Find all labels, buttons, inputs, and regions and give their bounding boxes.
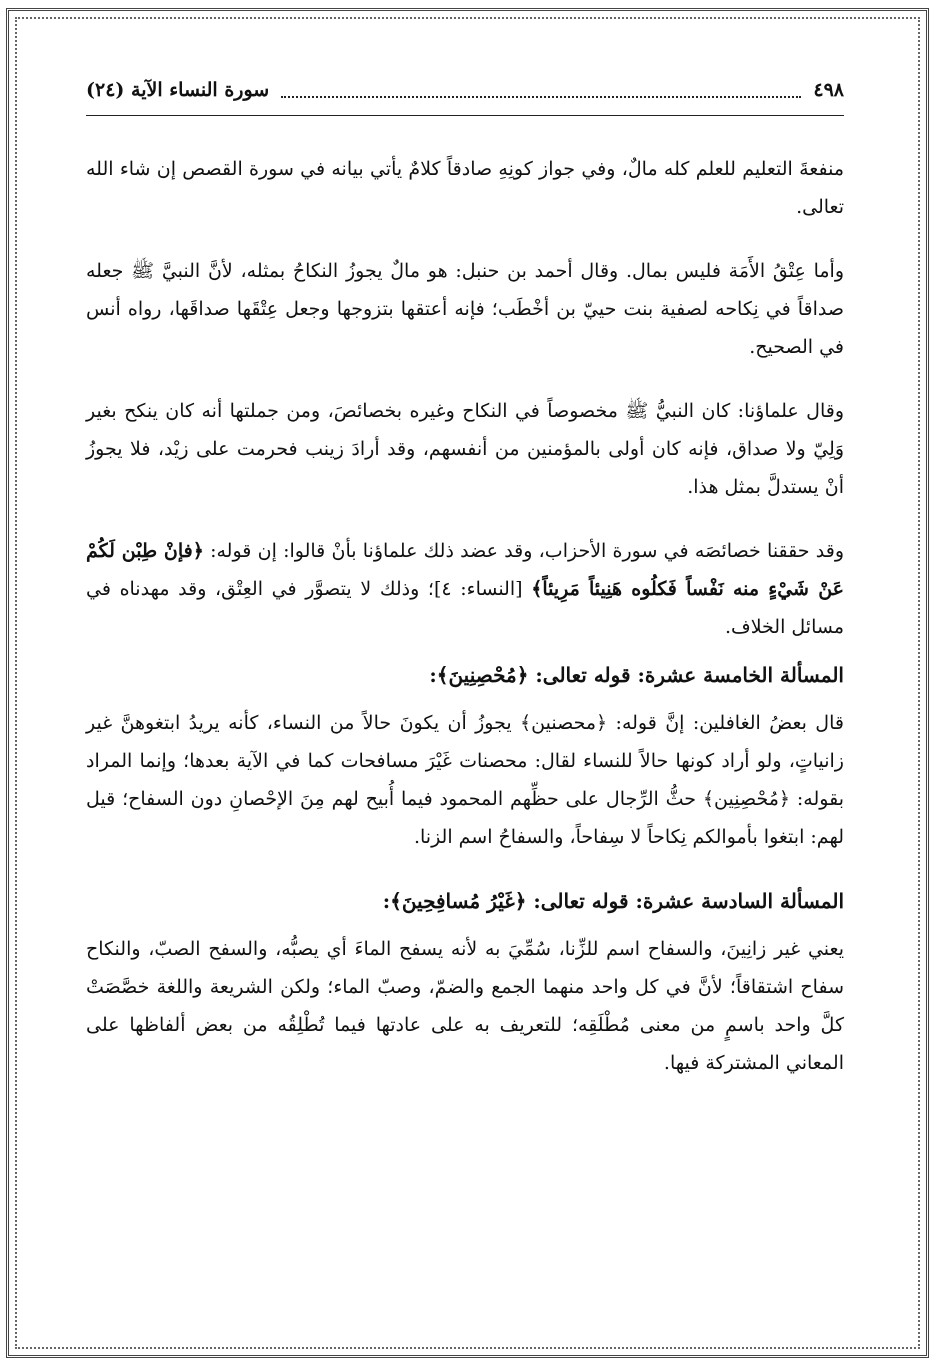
page-header	[86, 72, 844, 108]
header-rule	[86, 115, 844, 116]
page-number: ٤٩٨	[813, 79, 844, 101]
verse-reference: [النساء: ٤]؛	[427, 578, 523, 600]
section-heading-15: المسألة الخامسة عشرة: قوله تعالى: ﴿مُحْصِنِينَ﴾:	[429, 663, 844, 687]
paragraph-4-intro: وقد حققنا خصائصَه في سورة الأحزاب، وقد عضد ذلك علماؤنا بأنْ قالوا: إن قوله:	[210, 540, 844, 562]
paragraph-6: يعني غير زانِينَ، والسفاح اسم للزِّنا، سُمِّيَ به لأنه يسفح الماءَ أي يصبُّه، والسفح الصبّ، والنكاح سفاح اشتقاقاً؛ لأنَّ في كل واحد منهما الجمع والضمّ، وصبّ الماء؛ ولكن الشريعة واللغة خصَّصَتْ كلَّ واحد باسمٍ من معنى مُطْلَقِه؛ للتعريف به على عادتها فيما تُطْلِقُه من بعض ألفاظها على المعاني المشتركة فيها.	[86, 938, 844, 1074]
paragraph-3: وقال علماؤنا: كان النبيُّ ﷺ مخصوصاً في النكاح وغيره بخصائصَ، ومن جملتها أنه كان ينكح بغير وَلِيّ ولا صداق، فإنه كان أولى بالمؤمنين من أنفسهم، وقد أرادَ زينب فحرمت على زيْد، فلا يجوزُ أنْ يستدلَّ بمثل هذا.	[86, 400, 845, 498]
paragraph-4	[86, 532, 844, 646]
page-body	[86, 150, 844, 1108]
quran-verse: ﴿فإنْ طِبْن لَكُمْ عَنْ شَيْءٍ منه نَفْساً فَكلُوه هَنِيئاً مَرِيئاً﴾	[86, 540, 845, 600]
paragraph-5: قال بعضُ الغافلين: إنَّ قوله: ﴿محصنين﴾ يجوزُ أن يكونَ حالاً من النساء، كأنه يريدُ ابتغوهنَّ غير زانياتٍ، ولو أراد كونها حالاً للنساء لقال: محصنات غَيْرَ مسافحات كما في الآية بعدها؛ وإنما المراد بقوله: ﴿مُحْصِنِين﴾ حثُّ الرِّجال على حظِّهم المحمود فيما أُبيح لهم مِنَ الإحْصانِ دون السفاح؛ قيل لهم: ابتغوا بأموالكم نِكاحاً لا سِفاحاً، والسفاحُ اسم الزنا.	[86, 712, 844, 848]
paragraph-1: منفعةَ التعليم للعلم كله مالٌ، وفي جواز كونِهِ صادقاً كلامٌ يأتي بيانه في سورة القصص إن شاء الله تعالى.	[86, 158, 844, 218]
header-dotted-leader	[281, 82, 801, 98]
paragraph-2: وأما عِتْقُ الأَمَة فليس بمال. وقال أحمد بن حنبل: هو مالٌ يجوزُ النكاحُ بمثله، لأنَّ النبيَّ ﷺ جعله صداقاً في نِكاحه لصفية بنت حييّ بن أخْطَب؛ فإنه أعتقها بتزوجها وجعل عِتْقَها صداقَها، رواه أنس في الصحيح.	[86, 260, 844, 358]
section-heading-16: المسألة السادسة عشرة: قوله تعالى: ﴿غَيْرُ مُسافِحِينَ﴾:	[382, 889, 844, 913]
paragraph-4-conclusion: وذلك لا يتصوَّر في العِتْق، وقد مهدناه في مسائل الخلاف.	[86, 578, 844, 638]
surah-title: سورة النساء الآية (٢٤)	[86, 79, 270, 101]
